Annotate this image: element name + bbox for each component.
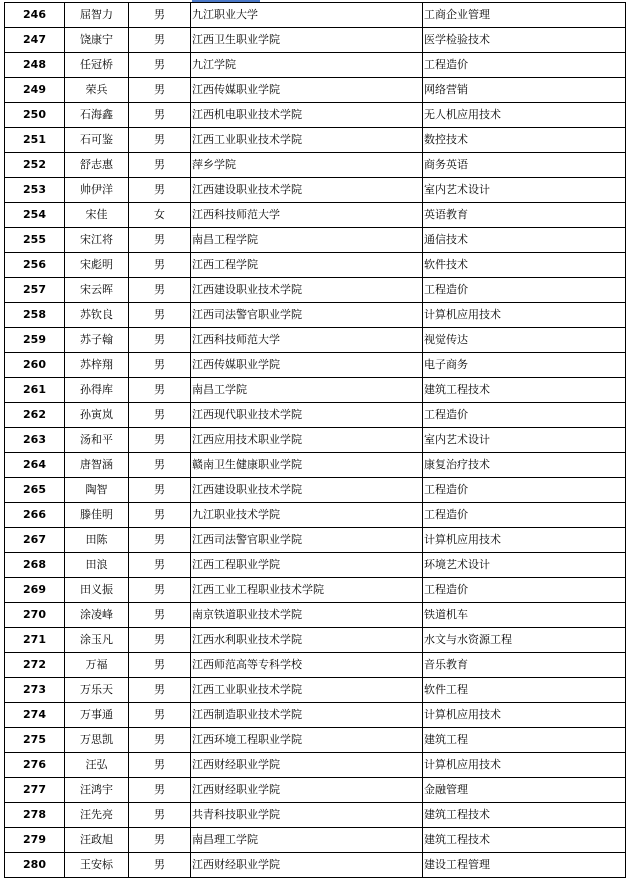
table-row bbox=[5, 353, 626, 378]
name-cell: 苏钦良 bbox=[65, 303, 129, 328]
gender-cell: 男 bbox=[129, 78, 191, 103]
name-cell: 汪鸿宇 bbox=[65, 778, 129, 803]
school-cell: 九江职业大学 bbox=[191, 3, 423, 28]
table-row bbox=[5, 403, 626, 428]
gender-cell: 男 bbox=[129, 653, 191, 678]
table-row bbox=[5, 278, 626, 303]
school-cell: 江西工业工程职业技术学院 bbox=[191, 578, 423, 603]
name-cell: 苏梓翔 bbox=[65, 353, 129, 378]
major-cell: 无人机应用技术 bbox=[423, 103, 626, 128]
major-cell: 建筑工程技术 bbox=[423, 803, 626, 828]
gender-cell: 男 bbox=[129, 628, 191, 653]
gender-cell: 男 bbox=[129, 453, 191, 478]
gender-cell: 男 bbox=[129, 403, 191, 428]
table-row bbox=[5, 378, 626, 403]
name-cell: 田浪 bbox=[65, 553, 129, 578]
school-cell: 江西水利职业技术学院 bbox=[191, 628, 423, 653]
table-row bbox=[5, 728, 626, 753]
name-cell: 田义振 bbox=[65, 578, 129, 603]
gender-cell: 男 bbox=[129, 228, 191, 253]
gender-cell: 男 bbox=[129, 178, 191, 203]
row-number-cell: 260 bbox=[5, 353, 65, 378]
major-cell: 计算机应用技术 bbox=[423, 303, 626, 328]
table-row bbox=[5, 778, 626, 803]
gender-cell: 男 bbox=[129, 278, 191, 303]
table-row bbox=[5, 453, 626, 478]
table-row bbox=[5, 53, 626, 78]
table-row bbox=[5, 28, 626, 53]
gender-cell: 男 bbox=[129, 28, 191, 53]
school-cell: 江西科技师范大学 bbox=[191, 328, 423, 353]
row-number-cell: 254 bbox=[5, 203, 65, 228]
row-number-cell: 252 bbox=[5, 153, 65, 178]
major-cell: 电子商务 bbox=[423, 353, 626, 378]
name-cell: 涂玉凡 bbox=[65, 628, 129, 653]
gender-cell: 男 bbox=[129, 103, 191, 128]
gender-cell: 男 bbox=[129, 703, 191, 728]
table-row bbox=[5, 178, 626, 203]
gender-cell: 男 bbox=[129, 378, 191, 403]
school-cell: 江西师范高等专科学校 bbox=[191, 653, 423, 678]
major-cell: 工程造价 bbox=[423, 503, 626, 528]
school-cell: 江西工业职业技术学院 bbox=[191, 128, 423, 153]
major-cell: 工程造价 bbox=[423, 478, 626, 503]
row-number-cell: 261 bbox=[5, 378, 65, 403]
school-cell: 江西司法警官职业学院 bbox=[191, 528, 423, 553]
table-row bbox=[5, 228, 626, 253]
school-cell: 江西建设职业技术学院 bbox=[191, 278, 423, 303]
school-cell: 江西财经职业学院 bbox=[191, 753, 423, 778]
major-cell: 音乐教育 bbox=[423, 653, 626, 678]
major-cell: 工商企业管理 bbox=[423, 3, 626, 28]
row-number-cell: 263 bbox=[5, 428, 65, 453]
row-number-cell: 246 bbox=[5, 3, 65, 28]
gender-cell: 女 bbox=[129, 203, 191, 228]
name-cell: 汪先亮 bbox=[65, 803, 129, 828]
major-cell: 计算机应用技术 bbox=[423, 528, 626, 553]
table-row bbox=[5, 253, 626, 278]
name-cell: 涂凌峰 bbox=[65, 603, 129, 628]
major-cell: 视觉传达 bbox=[423, 328, 626, 353]
gender-cell: 男 bbox=[129, 503, 191, 528]
table-row bbox=[5, 628, 626, 653]
table-row bbox=[5, 78, 626, 103]
table-row bbox=[5, 153, 626, 178]
row-number-cell: 259 bbox=[5, 328, 65, 353]
major-cell: 建设工程管理 bbox=[423, 853, 626, 878]
table-row bbox=[5, 3, 626, 28]
gender-cell: 男 bbox=[129, 828, 191, 853]
school-cell: 江西环境工程职业学院 bbox=[191, 728, 423, 753]
table-row bbox=[5, 428, 626, 453]
name-cell: 王安标 bbox=[65, 853, 129, 878]
gender-cell: 男 bbox=[129, 53, 191, 78]
school-cell: 江西传媒职业学院 bbox=[191, 353, 423, 378]
name-cell: 孙寅岚 bbox=[65, 403, 129, 428]
major-cell: 商务英语 bbox=[423, 153, 626, 178]
table-row bbox=[5, 828, 626, 853]
school-cell: 江西工业职业技术学院 bbox=[191, 678, 423, 703]
school-cell: 南昌工学院 bbox=[191, 378, 423, 403]
row-number-cell: 274 bbox=[5, 703, 65, 728]
school-cell: 江西建设职业技术学院 bbox=[191, 478, 423, 503]
gender-cell: 男 bbox=[129, 853, 191, 878]
table-row bbox=[5, 553, 626, 578]
major-cell: 建筑工程技术 bbox=[423, 378, 626, 403]
row-number-cell: 251 bbox=[5, 128, 65, 153]
school-cell: 萍乡学院 bbox=[191, 153, 423, 178]
row-number-cell: 277 bbox=[5, 778, 65, 803]
major-cell: 计算机应用技术 bbox=[423, 703, 626, 728]
table-row bbox=[5, 528, 626, 553]
row-number-cell: 266 bbox=[5, 503, 65, 528]
gender-cell: 男 bbox=[129, 328, 191, 353]
school-cell: 南京铁道职业技术学院 bbox=[191, 603, 423, 628]
school-cell: 江西建设职业技术学院 bbox=[191, 178, 423, 203]
major-cell: 水文与水资源工程 bbox=[423, 628, 626, 653]
name-cell: 汪弘 bbox=[65, 753, 129, 778]
table-row bbox=[5, 128, 626, 153]
major-cell: 建筑工程 bbox=[423, 728, 626, 753]
name-cell: 石可鉴 bbox=[65, 128, 129, 153]
school-cell: 江西科技师范大学 bbox=[191, 203, 423, 228]
gender-cell: 男 bbox=[129, 3, 191, 28]
row-number-cell: 248 bbox=[5, 53, 65, 78]
school-cell: 南昌工程学院 bbox=[191, 228, 423, 253]
row-number-cell: 257 bbox=[5, 278, 65, 303]
school-cell: 江西制造职业技术学院 bbox=[191, 703, 423, 728]
school-cell: 九江学院 bbox=[191, 53, 423, 78]
major-cell: 铁道机车 bbox=[423, 603, 626, 628]
gender-cell: 男 bbox=[129, 303, 191, 328]
school-cell: 江西卫生职业学院 bbox=[191, 28, 423, 53]
name-cell: 屈智力 bbox=[65, 3, 129, 28]
row-number-cell: 247 bbox=[5, 28, 65, 53]
gender-cell: 男 bbox=[129, 128, 191, 153]
row-number-cell: 249 bbox=[5, 78, 65, 103]
row-number-cell: 268 bbox=[5, 553, 65, 578]
table-row bbox=[5, 853, 626, 878]
name-cell: 宋佳 bbox=[65, 203, 129, 228]
roster-table-body bbox=[5, 3, 626, 878]
table-row bbox=[5, 328, 626, 353]
major-cell: 英语教育 bbox=[423, 203, 626, 228]
major-cell: 医学检验技术 bbox=[423, 28, 626, 53]
row-number-cell: 275 bbox=[5, 728, 65, 753]
major-cell: 计算机应用技术 bbox=[423, 753, 626, 778]
table-row bbox=[5, 703, 626, 728]
major-cell: 建筑工程技术 bbox=[423, 828, 626, 853]
name-cell: 饶康宁 bbox=[65, 28, 129, 53]
row-number-cell: 264 bbox=[5, 453, 65, 478]
table-row bbox=[5, 678, 626, 703]
name-cell: 宋彪明 bbox=[65, 253, 129, 278]
row-number-cell: 272 bbox=[5, 653, 65, 678]
major-cell: 工程造价 bbox=[423, 578, 626, 603]
gender-cell: 男 bbox=[129, 428, 191, 453]
major-cell: 工程造价 bbox=[423, 403, 626, 428]
major-cell: 软件工程 bbox=[423, 678, 626, 703]
row-number-cell: 271 bbox=[5, 628, 65, 653]
table-row bbox=[5, 803, 626, 828]
school-cell: 江西现代职业技术学院 bbox=[191, 403, 423, 428]
name-cell: 宋江将 bbox=[65, 228, 129, 253]
name-cell: 孙得库 bbox=[65, 378, 129, 403]
name-cell: 荣兵 bbox=[65, 78, 129, 103]
name-cell: 汤和平 bbox=[65, 428, 129, 453]
gender-cell: 男 bbox=[129, 778, 191, 803]
row-number-cell: 262 bbox=[5, 403, 65, 428]
school-cell: 江西传媒职业学院 bbox=[191, 78, 423, 103]
major-cell: 软件技术 bbox=[423, 253, 626, 278]
table-row bbox=[5, 303, 626, 328]
school-cell: 江西财经职业学院 bbox=[191, 778, 423, 803]
table-row bbox=[5, 653, 626, 678]
name-cell: 任冠桥 bbox=[65, 53, 129, 78]
name-cell: 石海鑫 bbox=[65, 103, 129, 128]
name-cell: 汪政旭 bbox=[65, 828, 129, 853]
roster-table bbox=[4, 2, 626, 878]
gender-cell: 男 bbox=[129, 528, 191, 553]
school-cell: 江西工程学院 bbox=[191, 253, 423, 278]
name-cell: 万事通 bbox=[65, 703, 129, 728]
table-row bbox=[5, 103, 626, 128]
row-number-cell: 265 bbox=[5, 478, 65, 503]
school-cell: 江西应用技术职业学院 bbox=[191, 428, 423, 453]
table-row bbox=[5, 478, 626, 503]
major-cell: 通信技术 bbox=[423, 228, 626, 253]
major-cell: 网络营销 bbox=[423, 78, 626, 103]
table-row bbox=[5, 503, 626, 528]
name-cell: 宋云晖 bbox=[65, 278, 129, 303]
gender-cell: 男 bbox=[129, 728, 191, 753]
school-cell: 共青科技职业学院 bbox=[191, 803, 423, 828]
major-cell: 康复治疗技术 bbox=[423, 453, 626, 478]
school-cell: 江西财经职业学院 bbox=[191, 853, 423, 878]
gender-cell: 男 bbox=[129, 578, 191, 603]
name-cell: 唐智涵 bbox=[65, 453, 129, 478]
table-row bbox=[5, 603, 626, 628]
gender-cell: 男 bbox=[129, 678, 191, 703]
school-cell: 江西机电职业技术学院 bbox=[191, 103, 423, 128]
name-cell: 帅伊洋 bbox=[65, 178, 129, 203]
major-cell: 环境艺术设计 bbox=[423, 553, 626, 578]
name-cell: 舒志惠 bbox=[65, 153, 129, 178]
major-cell: 室内艺术设计 bbox=[423, 428, 626, 453]
school-cell: 江西司法警官职业学院 bbox=[191, 303, 423, 328]
gender-cell: 男 bbox=[129, 353, 191, 378]
row-number-cell: 250 bbox=[5, 103, 65, 128]
name-cell: 田陈 bbox=[65, 528, 129, 553]
row-number-cell: 276 bbox=[5, 753, 65, 778]
row-number-cell: 267 bbox=[5, 528, 65, 553]
major-cell: 工程造价 bbox=[423, 278, 626, 303]
gender-cell: 男 bbox=[129, 803, 191, 828]
school-cell: 南昌理工学院 bbox=[191, 828, 423, 853]
row-number-cell: 270 bbox=[5, 603, 65, 628]
gender-cell: 男 bbox=[129, 153, 191, 178]
name-cell: 滕佳明 bbox=[65, 503, 129, 528]
row-number-cell: 278 bbox=[5, 803, 65, 828]
row-number-cell: 279 bbox=[5, 828, 65, 853]
gender-cell: 男 bbox=[129, 253, 191, 278]
school-cell: 赣南卫生健康职业学院 bbox=[191, 453, 423, 478]
gender-cell: 男 bbox=[129, 753, 191, 778]
name-cell: 万思凯 bbox=[65, 728, 129, 753]
name-cell: 万乐天 bbox=[65, 678, 129, 703]
major-cell: 金融管理 bbox=[423, 778, 626, 803]
row-number-cell: 258 bbox=[5, 303, 65, 328]
school-cell: 九江职业技术学院 bbox=[191, 503, 423, 528]
name-cell: 苏子翰 bbox=[65, 328, 129, 353]
gender-cell: 男 bbox=[129, 553, 191, 578]
gender-cell: 男 bbox=[129, 603, 191, 628]
table-row bbox=[5, 578, 626, 603]
row-number-cell: 280 bbox=[5, 853, 65, 878]
row-number-cell: 273 bbox=[5, 678, 65, 703]
gender-cell: 男 bbox=[129, 478, 191, 503]
school-cell: 江西工程职业学院 bbox=[191, 553, 423, 578]
row-number-cell: 253 bbox=[5, 178, 65, 203]
major-cell: 数控技术 bbox=[423, 128, 626, 153]
row-number-cell: 269 bbox=[5, 578, 65, 603]
row-number-cell: 255 bbox=[5, 228, 65, 253]
row-number-cell: 256 bbox=[5, 253, 65, 278]
major-cell: 工程造价 bbox=[423, 53, 626, 78]
major-cell: 室内艺术设计 bbox=[423, 178, 626, 203]
name-cell: 万福 bbox=[65, 653, 129, 678]
name-cell: 陶智 bbox=[65, 478, 129, 503]
table-row bbox=[5, 203, 626, 228]
table-row bbox=[5, 753, 626, 778]
